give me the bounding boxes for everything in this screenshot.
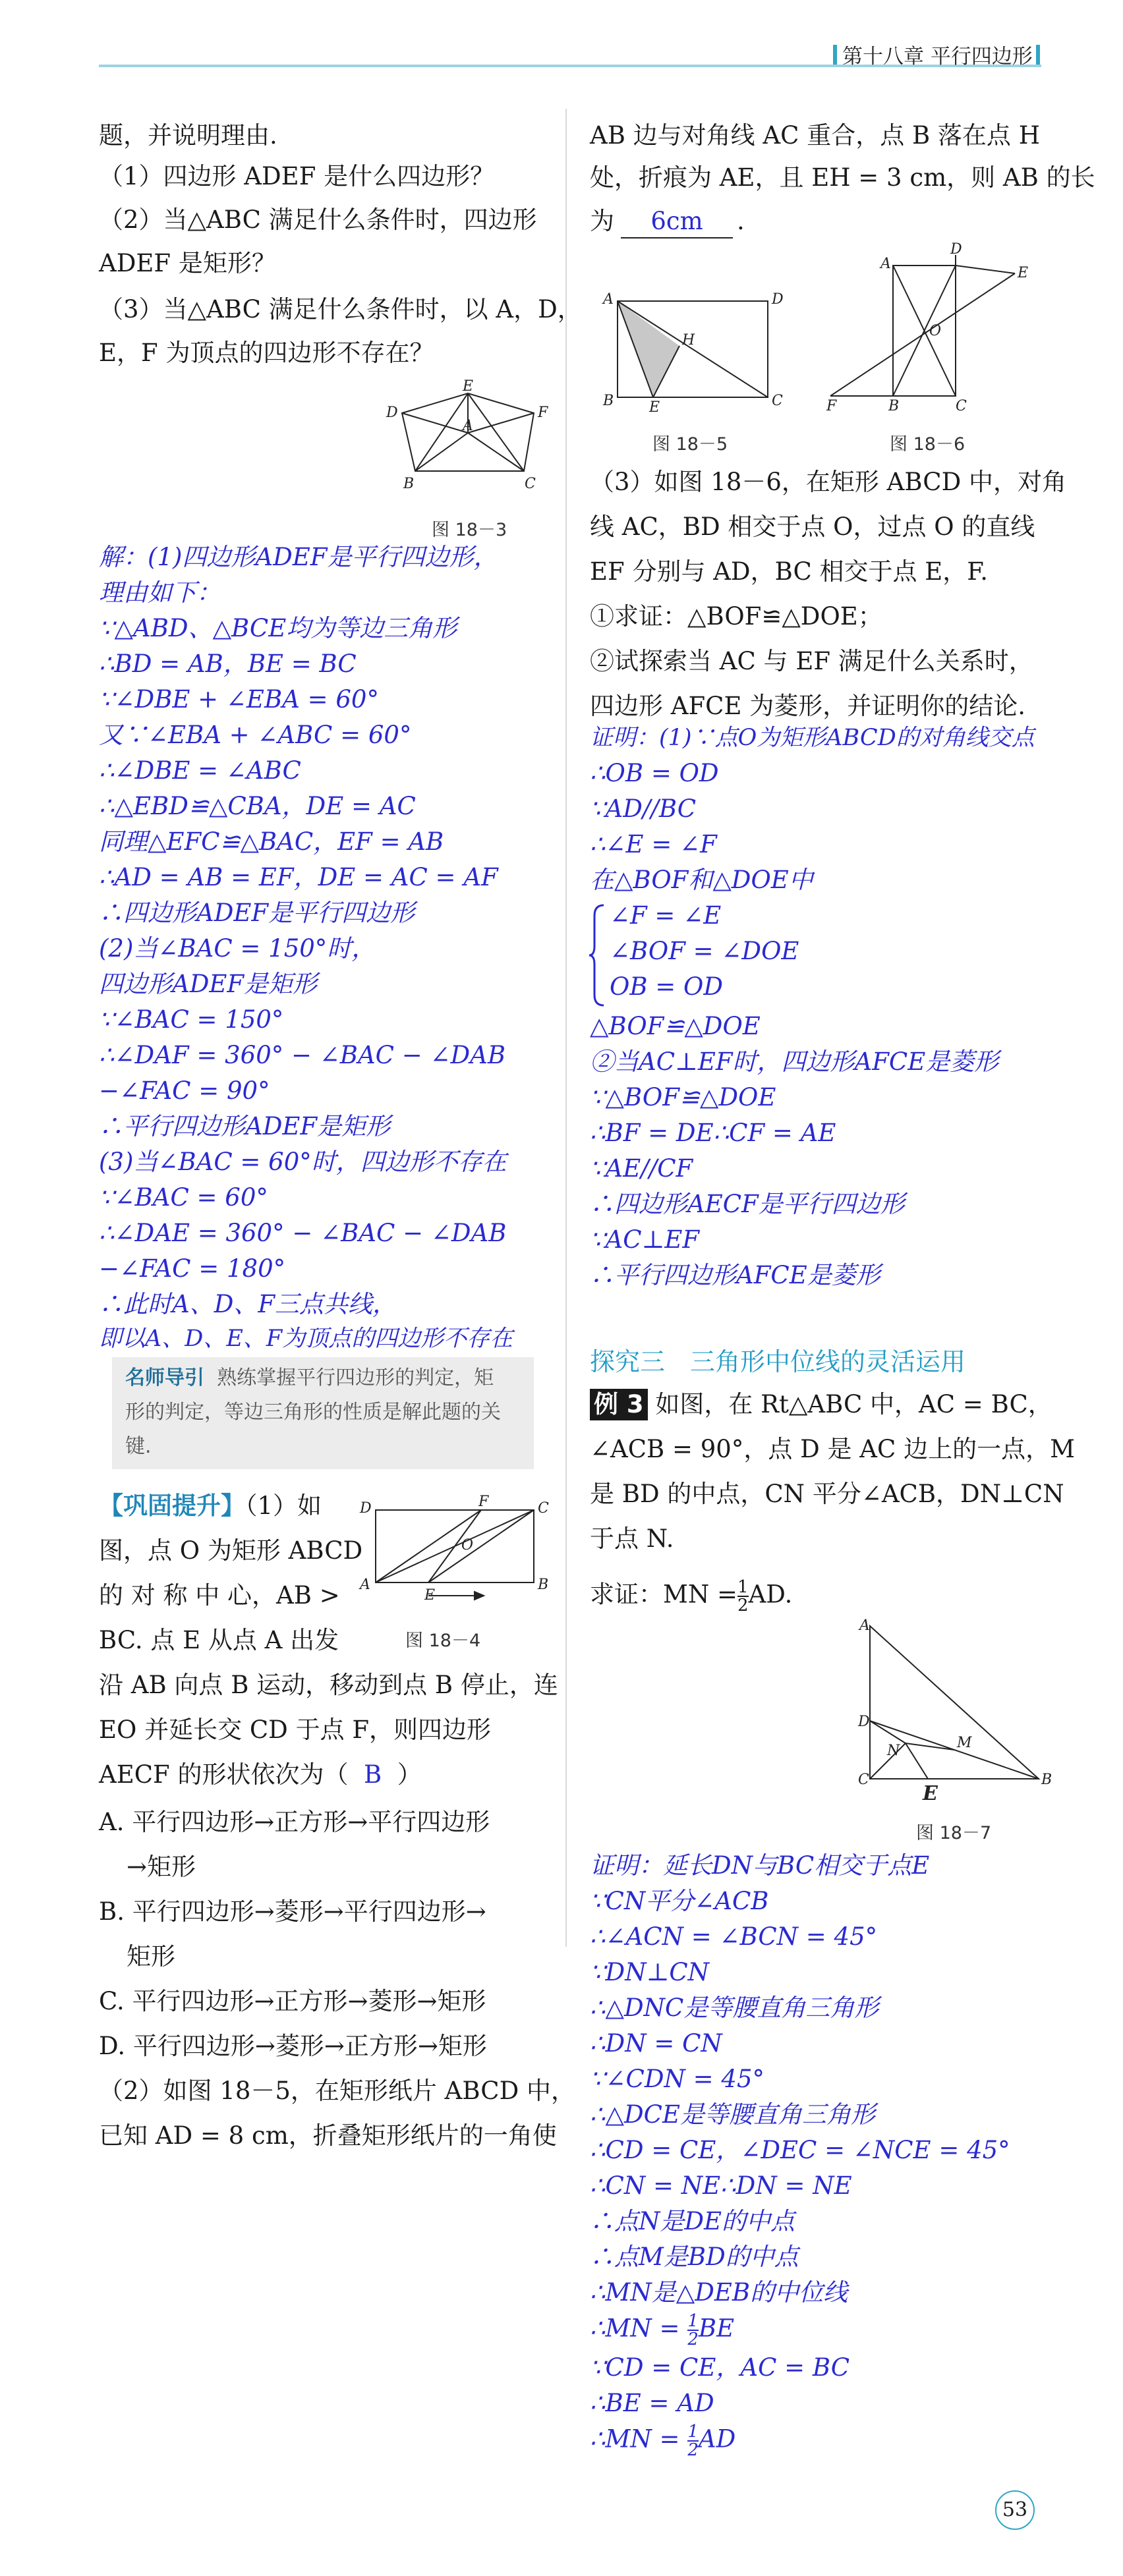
text-fragment: ） [397,1760,422,1789]
solution-line: ∴BF = DE∴CF = AE [590,1119,836,1147]
text-line: 题，并说明理由. [99,121,277,150]
solution-line: ∴平行四边形AFCE是菱形 [590,1261,880,1289]
text-fragment: AECF 的形状依次为（ [99,1760,349,1789]
fig-label: A [859,1617,870,1634]
solution-line: ∠BOF = ∠DOE [610,937,799,965]
figure-18-4 [356,1494,549,1615]
text-line: 四边形 AFCE 为菱形，并证明你的结论. [590,692,1025,720]
fig-label: E [424,1587,436,1604]
fig-label: D [858,1714,870,1730]
figure-18-3 [382,378,554,501]
text-fragment: ∴MN = [590,2314,680,2343]
solution-line: ∠F = ∠E [610,901,722,930]
text-line [99,1759,422,1791]
text-line: AB 边与对角线 AC 重合，点 B 落在点 H [590,121,1040,150]
fig-label: A [880,256,891,272]
solution-line: ∵∠DBE + ∠EBA = 60° [99,685,379,714]
fig-label: C [538,1500,549,1517]
solution-line: ∴OB = OD [590,759,719,787]
figure-18-6 [824,241,1041,414]
solution-line: △BOF≌△DOE [590,1012,761,1040]
fraction-half [737,1579,749,1614]
fig-label: E [649,399,660,416]
option-line: →矩形 [127,1853,196,1881]
text-line: （2）当△ABC 满足什么条件时，四边形 [99,206,537,234]
solution-line: ∴CN = NE∴DN = NE [590,2171,852,2200]
solution-line: ∵CN平分∠ACB [590,1887,769,1915]
page-number: 53 [995,2490,1035,2530]
solution-line: OB = OD [610,972,724,1001]
solution-line: 证明：延长DN与BC相交于点E [590,1851,930,1880]
solution-line: 即以A、D、E、F为顶点的四边形不存在 [99,1326,513,1352]
text-line: 处，折痕为 AE，且 EH = 3 cm，则 AB 的长 [590,163,1095,192]
fig-label: F [826,398,837,414]
solution-line: ∴△DCE是等腰直角三角形 [590,2100,875,2129]
fig-label: M [957,1735,972,1751]
text-line: ②试探索当 AC 与 EF 满足什么关系时， [590,647,1033,675]
fig-label: A [360,1577,370,1593]
solution-line: ∴点M是BD的中点 [590,2243,799,2271]
fraction-denominator: 2 [737,1596,749,1615]
fraction-numerator: 1 [737,1577,749,1597]
fig-label: B [888,398,900,414]
option-line: A. 平行四边形→正方形→平行四边形 [99,1808,490,1836]
fig-label: B [1041,1772,1052,1788]
fig-label: C [772,393,783,409]
solution-line: −∠FAC = 90° [99,1077,270,1105]
text-line: 图，点 O 为矩形 ABCD [99,1536,363,1565]
text-line: 的 对 称 中 心，AB > [99,1581,340,1610]
fig-label: E [923,1782,938,1805]
teacher-tip-line [125,1362,494,1394]
solution-line: 解：(1)四边形ADEF是平行四边形， [99,543,498,571]
solution-line: ∴∠E = ∠F [590,830,717,858]
solution-line: ∵AC⊥EF [590,1225,700,1254]
solution-line: 四边形ADEF是矩形 [99,970,318,998]
fig-label: A [463,418,473,434]
figure-caption: 图 18－4 [405,1631,481,1651]
solution-line: ∵∠BAC = 60° [99,1183,268,1212]
figure-caption: 图 18－7 [916,1823,992,1843]
solution-line: 同理△EFC≌△BAC，EF = AB [99,827,444,856]
option-line: C. 平行四边形→正方形→菱形→矩形 [99,1987,486,2015]
header-mark-left [833,45,837,65]
brace-icon [588,903,606,1008]
fraction-half [687,2423,699,2459]
text-line: （2）如图 18－5，在矩形纸片 ABCD 中， [99,2077,576,2105]
text-fragment: 为 [590,207,614,235]
text-fragment: BE [698,2314,735,2343]
figure-caption: 图 18－5 [652,434,728,455]
solution-line: ∴四边形AECF是平行四边形 [590,1190,905,1218]
solution-line: ∵AD//BC [590,795,697,823]
text-line: ∠ACB = 90°，点 D 是 AC 边上的一点，M [590,1435,1075,1463]
solution-line: ∴∠DAF = 360° − ∠BAC − ∠DAB [99,1041,506,1069]
fig-label: O [929,323,942,339]
option-line: B. 平行四边形→菱形→平行四边形→ [99,1897,486,1926]
text-line [99,1490,322,1522]
option-line: D. 平行四边形→菱形→正方形→矩形 [99,2032,487,2060]
figure-18-5 [596,254,784,416]
fig-label: B [603,393,614,409]
solution-line: ∴平行四边形ADEF是矩形 [99,1112,391,1140]
text-line: 线 AC，BD 相交于点 O，过点 O 的直线 [590,513,1035,541]
text-line [590,1579,792,1614]
solution-line: ②当AC⊥EF时，四边形AFCE是菱形 [590,1048,999,1076]
solution-line: 理由如下： [99,578,221,607]
fig-label: D [772,291,784,308]
text-fragment: AD. [748,1580,793,1609]
figure-caption: 图 18－3 [432,520,507,540]
teacher-tip-title: 名师导引 [125,1366,204,1389]
teacher-tip-text: 熟练掌握平行四边形的判定，矩 [217,1366,494,1389]
solution-line: ∵△ABD、△BCE均为等边三角形 [99,614,457,642]
text-line: 于点 N. [590,1525,674,1553]
solution-line: ∴此时A、D、F三点共线， [99,1290,397,1318]
solution-line: ∵∠BAC = 150° [99,1005,284,1034]
solution-line: ∴CD = CE，∠DEC = ∠NCE = 45° [590,2136,1010,2164]
solution-line: ∴四边形ADEF是平行四边形 [99,899,415,927]
solution-line: ∴AD = AB = EF，DE = AC = AF [99,863,498,891]
text-fragment: （1）如 [245,1492,322,1520]
option-line: 矩形 [127,1942,175,1971]
solution-line: ∴点N是DE的中点 [590,2207,795,2235]
text-line [590,1389,1052,1420]
fig-label: N [887,1743,900,1759]
text-line: BC. 点 E 从点 A 出发 [99,1626,339,1654]
text-line: 已知 AD = 8 cm，折叠矩形纸片的一角使 [99,2121,557,2150]
fig-label: B [538,1577,549,1593]
fraction-half [687,2312,699,2348]
text-fragment: AD [698,2424,736,2453]
solution-line: ∵△BOF≌△DOE [590,1083,776,1111]
fig-label: C [956,398,967,414]
solution-line [590,2423,735,2459]
fig-label: D [386,405,398,421]
solution-line: ∴MN是△DEB的中位线 [590,2278,848,2307]
fig-label: O [461,1537,474,1554]
solution-line: −∠FAC = 180° [99,1254,286,1283]
column-divider [565,109,567,1947]
section-label-gonggu: 【巩固提升】 [99,1492,245,1520]
solution-line: ∵CD = CE，AC = BC [590,2353,850,2382]
teacher-tip-line: 键. [125,1435,152,1458]
solution-line: (2)当∠BAC = 150°时， [99,934,376,963]
fig-label: B [403,476,415,492]
fig-label: D [950,241,962,258]
fig-label: C [858,1772,869,1788]
solution-line: ∴△DNC是等腰直角三角形 [590,1994,879,2022]
text-line: ADEF 是矩形？ [99,249,276,277]
fraction-denominator: 2 [687,2440,699,2460]
fraction-numerator: 1 [687,2422,699,2442]
solution-line: 证明：(1)∵点O为矩形ABCD的对角线交点 [590,725,1035,751]
text-line: EO 并延长交 CD 于点 F，则四边形 [99,1716,492,1744]
solution-line: ∴BD = AB，BE = BC [99,650,357,678]
fig-label: H [682,332,695,349]
solution-line: ∵DN⊥CN [590,1958,710,1986]
text-fragment: 求证：MN = [590,1580,738,1609]
figure-caption: 图 18－6 [890,434,965,455]
fraction-denominator: 2 [687,2330,699,2349]
text-line: （3）当△ABC 满足什么条件时，以 A，D， [99,295,582,323]
fill-blank-answer: 6cm [621,206,733,238]
solution-line: ∴∠ACN = ∠BCN = 45° [590,1922,878,1951]
solution-line: ∴∠DBE = ∠ABC [99,756,301,785]
fig-label: F [478,1494,489,1510]
fraction-numerator: 1 [687,2311,699,2331]
fig-label: E [1018,265,1029,281]
text-fragment: 如图，在 Rt△ABC 中，AC = BC， [655,1390,1052,1418]
chapter-title: 第十八章 平行四边形 [842,45,1033,69]
fig-label: F [538,405,548,421]
header-mark-right [1036,45,1040,65]
text-line: 是 BD 的中点，CN 平分∠ACB，DN⊥CN [590,1480,1064,1508]
solution-line: ∴∠DAE = 360° − ∠BAC − ∠DAB [99,1219,507,1247]
text-fragment: ∴MN = [590,2424,680,2453]
solution-line: ∴BE = AD [590,2389,714,2417]
section-heading: 探究三 三角形中位线的灵活运用 [590,1347,966,1376]
solution-line: ∴△EBD≌△CBA，DE = AC [99,792,416,820]
solution-line: 在△BOF和△DOE中 [590,866,813,894]
figure-18-7 [844,1614,1061,1805]
text-line: ①求证：△BOF≌△DOE； [590,602,882,630]
text-fragment: . [737,207,745,235]
text-line: （1）四边形 ADEF 是什么四边形？ [99,162,495,190]
fig-label: A [603,291,614,308]
text-line: E，F 为顶点的四边形不存在？ [99,339,434,367]
fig-label: D [360,1500,372,1517]
solution-line [590,2312,734,2348]
example-badge: 例 3 [590,1389,648,1420]
text-line: 沿 AB 向点 B 运动，移动到点 B 停止，连 [99,1671,558,1699]
text-line: （3）如图 18－6，在矩形 ABCD 中，对角 [590,468,1067,496]
fig-label: C [525,476,536,492]
text-line [590,206,745,238]
teacher-tip-line: 形的判定，等边三角形的性质是解此题的关 [125,1401,501,1424]
answer-choice: B [364,1760,382,1789]
solution-line: (3)当∠BAC = 60°时，四边形不存在 [99,1148,507,1176]
solution-line: ∵∠CDN = 45° [590,2065,764,2093]
solution-line: 又∵∠EBA + ∠ABC = 60° [99,721,412,749]
solution-line: ∴DN = CN [590,2029,722,2058]
fig-label: E [463,378,474,395]
text-line: EF 分别与 AD，BC 相交于点 E，F. [590,557,988,586]
solution-line: ∵AE//CF [590,1154,693,1183]
